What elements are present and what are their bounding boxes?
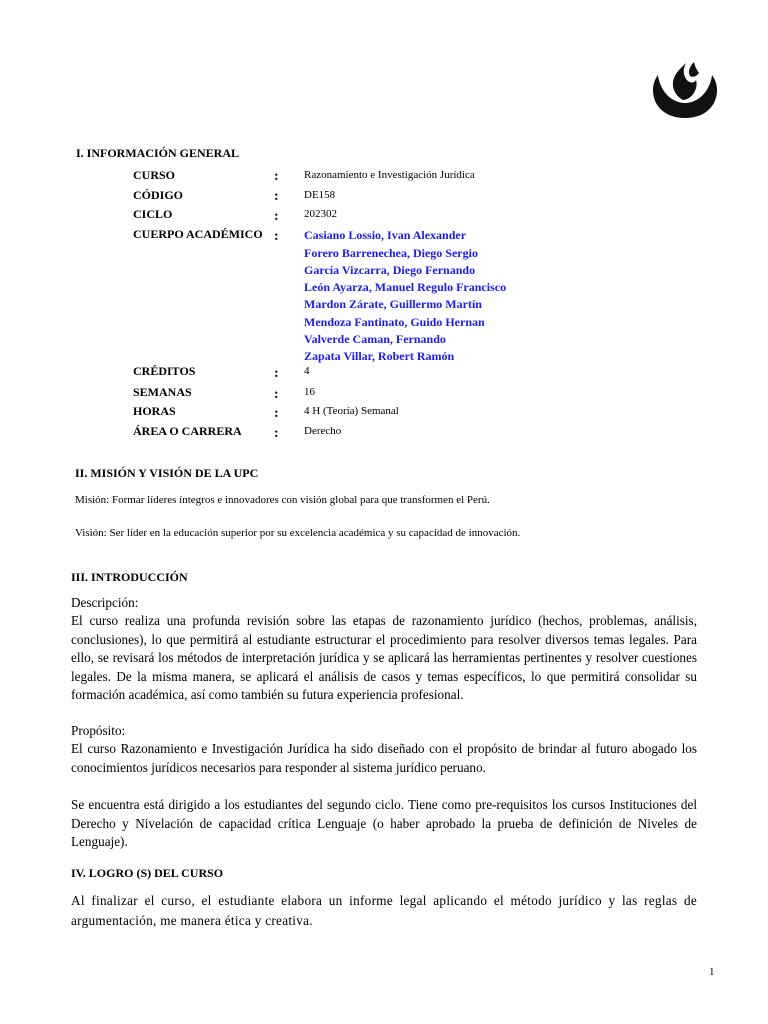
value-curso: Razonamiento e Investigación Jurídica <box>304 169 475 181</box>
mision-text: Misión: Formar líderes íntegros e innovadores con visión global para que transformen el Perú. <box>75 494 490 506</box>
label-curso: CURSO <box>133 168 176 182</box>
label-cuerpo-academico: CUERPO ACADÉMICO <box>133 227 263 241</box>
label-ciclo: CICLO <box>133 207 173 221</box>
faculty-member: Casiano Lossio, Ivan Alexander <box>304 228 467 242</box>
vision-text: Visión: Ser líder en la educación superior por su excelencia académica y su capacidad de innovación. <box>75 527 521 539</box>
logro-text: Al finalizar el curso, el estudiante elabora un informe legal aplicando el método jurídico y las reglas de argumentación, me manera ética y creativa. <box>71 893 697 928</box>
colon: : <box>274 229 279 244</box>
page-number: 1 <box>709 966 715 978</box>
section-4-title: IV. LOGRO (S) DEL CURSO <box>71 866 224 880</box>
faculty-member: Mendoza Fantinato, Guido Hernan <box>304 315 485 329</box>
faculty-member: Forero Barrenechea, Diego Sergio <box>304 246 478 260</box>
section-2-title: II. MISIÓN Y VISIÓN DE LA UPC <box>75 466 259 480</box>
faculty-member: León Ayarza, Manuel Regulo Francisco <box>304 280 507 294</box>
label-area-carrera: ÁREA O CARRERA <box>133 424 242 438</box>
colon: : <box>274 387 279 402</box>
value-creditos: 4 <box>304 365 310 377</box>
section-3-title: III. INTRODUCCIÓN <box>71 570 188 584</box>
value-semanas: 16 <box>304 386 315 398</box>
proposito-label: Propósito: <box>71 723 126 738</box>
value-horas: 4 H (Teoría) Semanal <box>304 405 399 417</box>
upc-logo-icon <box>650 58 720 122</box>
colon: : <box>274 169 279 184</box>
faculty-member: Valverde Caman, Fernando <box>304 332 446 346</box>
faculty-member: García Vizcarra, Diego Fernando <box>304 263 476 277</box>
descripcion-label: Descripción: <box>71 595 139 610</box>
section-1-title: I. INFORMACIÓN GENERAL <box>76 146 240 160</box>
label-codigo: CÓDIGO <box>133 188 184 202</box>
value-ciclo: 202302 <box>304 208 337 220</box>
value-area-carrera: Derecho <box>304 425 342 437</box>
faculty-member: Mardon Zárate, Guillermo Martín <box>304 297 482 311</box>
label-creditos: CRÉDITOS <box>133 364 196 378</box>
colon: : <box>274 189 279 204</box>
descripcion-text: El curso realiza una profunda revisión sobre las etapas de razonamiento jurídico (hechos, problemas, análisis, conclusiones), lo que permitirá al estudiante estructurar el procedimiento para resolver diversos temas legales. Para ello, se revisará los métodos de interpretación jurídica y se aplicará las herramientas pertinentes y resolver cuestiones legales. De la misma manera, se aplicará el análisis de casos y temas específicos, lo que permitirá consolidar su formación académica, así como también su futura experiencia profesional. <box>71 613 697 703</box>
colon: : <box>274 406 279 421</box>
label-semanas: SEMANAS <box>133 385 192 399</box>
proposito-text: El curso Razonamiento e Investigación Jurídica ha sido diseñado con el propósito de brindar al futuro abogado los conocimientos jurídicos necesarios para responder al sistema jurídico peruano. <box>71 741 697 775</box>
colon: : <box>274 366 279 381</box>
colon: : <box>274 426 279 441</box>
faculty-member: Zapata Villar, Robert Ramón <box>304 349 455 363</box>
label-horas: HORAS <box>133 404 176 418</box>
requisitos-text: Se encuentra está dirigido a los estudiantes del segundo ciclo. Tiene como pre-requisitos los cursos Instituciones del Derecho y Nivelación de capacidad crítica Lenguaje (o haber aprobado la prueba de definición de Niveles de Lenguaje). <box>71 797 697 850</box>
value-codigo: DE158 <box>304 189 336 201</box>
colon: : <box>274 209 279 224</box>
